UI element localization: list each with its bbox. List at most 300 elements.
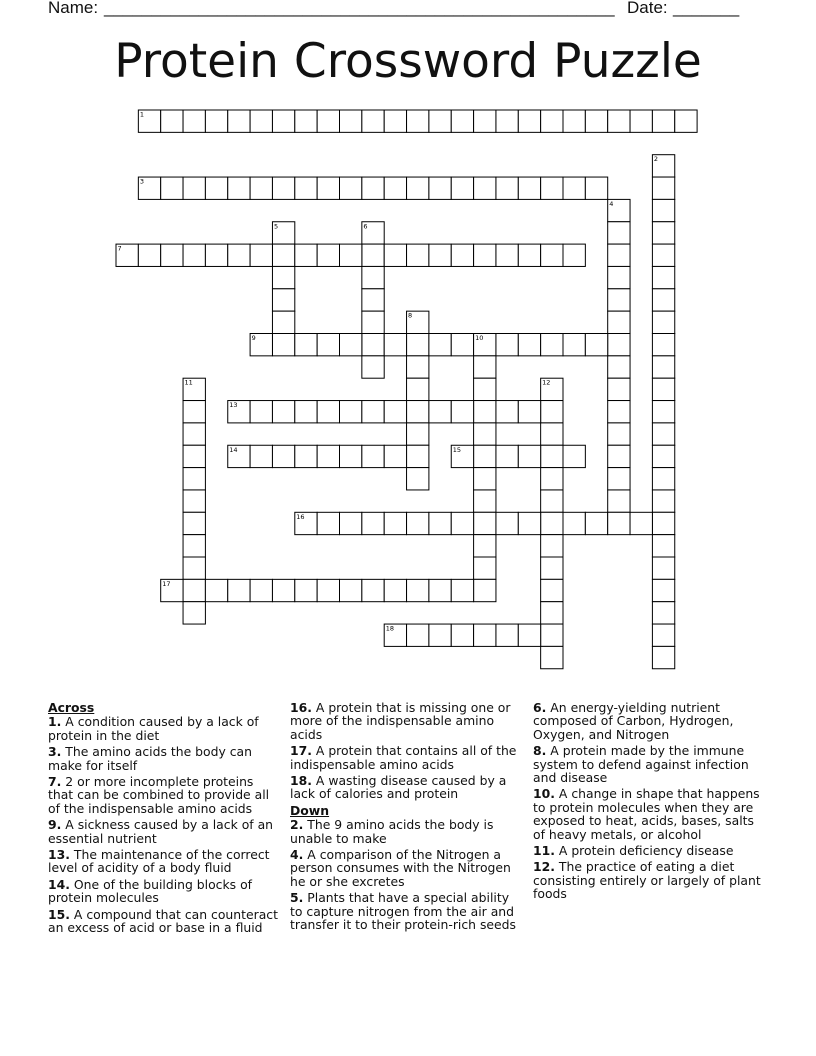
clue-number-label: 16	[296, 512, 305, 521]
grid-cell[interactable]	[541, 244, 563, 266]
grid-cell[interactable]	[608, 222, 630, 244]
grid-cell[interactable]	[474, 624, 496, 646]
grid-cell[interactable]	[652, 222, 674, 244]
grid-cell[interactable]	[652, 110, 674, 132]
clue-text: A wasting disease caused by a lack of calories and protein	[290, 773, 507, 802]
grid-cell[interactable]	[652, 266, 674, 288]
grid-cell[interactable]	[518, 177, 540, 199]
grid-cell[interactable]	[652, 311, 674, 333]
grid-cell[interactable]	[496, 244, 518, 266]
grid-cell[interactable]	[295, 579, 317, 601]
grid-cell[interactable]	[340, 110, 362, 132]
grid-cell[interactable]	[608, 289, 630, 311]
grid-cell[interactable]	[250, 401, 272, 423]
grid-cell[interactable]	[183, 378, 205, 400]
grid-cell[interactable]	[295, 177, 317, 199]
grid-cell[interactable]	[652, 244, 674, 266]
grid-cell[interactable]	[518, 110, 540, 132]
grid-cell[interactable]	[496, 110, 518, 132]
grid-cell[interactable]	[474, 468, 496, 490]
grid-cell[interactable]	[518, 244, 540, 266]
grid-cell[interactable]	[407, 512, 429, 534]
grid-cell[interactable]	[429, 244, 451, 266]
clue-item	[533, 701, 769, 741]
grid-cell[interactable]	[474, 512, 496, 534]
grid-cell[interactable]	[183, 110, 205, 132]
grid-cell[interactable]	[295, 244, 317, 266]
grid-cell[interactable]	[317, 334, 339, 356]
grid-cell[interactable]	[496, 334, 518, 356]
name-line[interactable]: ______________________________________________________	[104, 0, 615, 17]
grid-cell[interactable]	[407, 378, 429, 400]
clue-number: 13.	[48, 847, 70, 863]
grid-cell[interactable]	[407, 177, 429, 199]
grid-cell[interactable]	[474, 579, 496, 601]
grid-cell[interactable]	[384, 334, 406, 356]
grid-cell[interactable]	[496, 624, 518, 646]
grid-cell[interactable]	[407, 445, 429, 467]
grid-cell[interactable]	[608, 445, 630, 467]
clue-item	[533, 860, 769, 900]
grid-cell[interactable]	[541, 110, 563, 132]
grid-cell[interactable]	[317, 110, 339, 132]
clue-text: 2 or more incomplete proteins that can be combined to provide all of the indispensable amino acids	[48, 774, 270, 816]
grid-cell[interactable]	[474, 177, 496, 199]
grid-cell[interactable]	[384, 177, 406, 199]
grid-cell[interactable]	[541, 646, 563, 668]
grid-cell[interactable]	[183, 468, 205, 490]
clue-number: 6.	[533, 700, 547, 715]
clue-text: The amino acids the body can make for itself	[48, 744, 252, 773]
grid-cell[interactable]	[518, 401, 540, 423]
grid-cell[interactable]	[496, 177, 518, 199]
grid-cell[interactable]	[652, 423, 674, 445]
grid-cell[interactable]	[116, 244, 138, 266]
grid-cell[interactable]	[474, 378, 496, 400]
grid-cell[interactable]	[183, 244, 205, 266]
grid-cell[interactable]	[161, 579, 183, 601]
grid-cell[interactable]	[675, 110, 697, 132]
grid-cell[interactable]	[652, 490, 674, 512]
clue-number-label: 6	[363, 222, 368, 231]
grid-cell[interactable]	[317, 512, 339, 534]
clue-number-label: 4	[609, 199, 614, 208]
grid-cell[interactable]	[630, 512, 652, 534]
grid-cell[interactable]	[317, 244, 339, 266]
grid-cell[interactable]	[384, 445, 406, 467]
clue-item	[533, 844, 769, 857]
clue-number-label: 13	[229, 401, 238, 410]
grid-cell[interactable]	[295, 334, 317, 356]
grid-cell[interactable]	[384, 110, 406, 132]
grid-cell[interactable]	[429, 110, 451, 132]
grid-cell[interactable]	[429, 401, 451, 423]
grid-cell[interactable]	[652, 535, 674, 557]
grid-cell[interactable]	[407, 334, 429, 356]
grid-cell[interactable]	[563, 512, 585, 534]
grid-cell[interactable]	[541, 602, 563, 624]
grid-cell[interactable]	[451, 334, 473, 356]
grid-cell[interactable]	[272, 311, 294, 333]
clue-number: 3.	[48, 744, 62, 760]
grid-cell[interactable]	[563, 244, 585, 266]
grid-cell[interactable]	[474, 401, 496, 423]
grid-cell[interactable]	[161, 110, 183, 132]
grid-cell[interactable]	[161, 244, 183, 266]
down-heading: Down	[290, 802, 330, 818]
clue-number: 16.	[290, 700, 312, 715]
clue-item	[48, 745, 280, 772]
grid-cell[interactable]	[183, 177, 205, 199]
clue-item	[290, 891, 522, 931]
grid-cell[interactable]	[541, 177, 563, 199]
clue-number: 2.	[290, 817, 304, 833]
grid-cell[interactable]	[183, 401, 205, 423]
grid-cell[interactable]	[183, 490, 205, 512]
grid-cell[interactable]	[317, 445, 339, 467]
grid-cell[interactable]	[429, 512, 451, 534]
name-label: Name:	[48, 0, 99, 17]
clues-column-3	[533, 701, 769, 904]
grid-cell[interactable]	[652, 624, 674, 646]
grid-cell[interactable]	[608, 468, 630, 490]
grid-cell[interactable]	[250, 177, 272, 199]
grid-cell[interactable]	[384, 579, 406, 601]
grid-cell[interactable]	[541, 423, 563, 445]
grid-cell[interactable]	[138, 110, 160, 132]
grid-cell[interactable]	[272, 334, 294, 356]
grid-cell[interactable]	[250, 579, 272, 601]
grid-cell[interactable]	[474, 557, 496, 579]
grid-cell[interactable]	[272, 177, 294, 199]
grid-cell[interactable]	[295, 401, 317, 423]
grid-cell[interactable]	[340, 334, 362, 356]
grid-cell[interactable]	[362, 177, 384, 199]
grid-cell[interactable]	[652, 646, 674, 668]
grid-cell[interactable]	[407, 579, 429, 601]
grid-cell[interactable]	[272, 401, 294, 423]
grid-cell[interactable]	[228, 445, 250, 467]
grid-cell[interactable]	[250, 445, 272, 467]
grid-cell[interactable]	[541, 401, 563, 423]
grid-cell[interactable]	[518, 512, 540, 534]
grid-cell[interactable]	[340, 244, 362, 266]
grid-cell[interactable]	[138, 244, 160, 266]
grid-cell[interactable]	[407, 423, 429, 445]
grid-cell[interactable]	[608, 356, 630, 378]
grid-cell[interactable]	[161, 177, 183, 199]
grid-cell[interactable]	[228, 244, 250, 266]
grid-cell[interactable]	[474, 110, 496, 132]
clue-item	[48, 818, 280, 845]
grid-cell[interactable]	[407, 356, 429, 378]
grid-cell[interactable]	[407, 244, 429, 266]
grid-cell[interactable]	[474, 423, 496, 445]
grid-cell[interactable]	[608, 244, 630, 266]
grid-cell[interactable]	[451, 401, 473, 423]
across-heading: Across	[48, 700, 95, 715]
grid-cell[interactable]	[630, 110, 652, 132]
clue-number: 1.	[48, 714, 62, 730]
clue-number: 10.	[533, 786, 555, 802]
grid-cell[interactable]	[541, 445, 563, 467]
grid-cell[interactable]	[585, 177, 607, 199]
clue-text: Plants that have a special ability to capture nitrogen from the air and transfer it to their protein-rich seeds	[290, 890, 516, 933]
clue-number-label: 18	[385, 624, 394, 633]
grid-cell[interactable]	[652, 199, 674, 221]
grid-cell[interactable]	[272, 244, 294, 266]
grid-cell[interactable]	[429, 177, 451, 199]
grid-cell[interactable]	[652, 155, 674, 177]
clue-item	[533, 787, 769, 841]
clue-number: 11.	[533, 843, 555, 859]
grid-cell[interactable]	[451, 579, 473, 601]
clue-number-label: 15	[452, 445, 462, 454]
clue-number: 15.	[48, 906, 70, 922]
clue-text: A protein made by the immune system to defend against infection and disease	[533, 743, 749, 786]
grid-cell[interactable]	[518, 624, 540, 646]
clue-text: A sickness caused by a lack of an essential nutrient	[48, 817, 274, 846]
grid-cell[interactable]	[652, 445, 674, 467]
grid-cell[interactable]	[340, 401, 362, 423]
clue-item	[48, 908, 280, 935]
grid-cell[interactable]	[541, 579, 563, 601]
clue-number: 9.	[48, 817, 62, 833]
grid-cell[interactable]	[608, 512, 630, 534]
clue-number-label: 7	[117, 244, 122, 253]
grid-cell[interactable]	[205, 579, 227, 601]
grid-cell[interactable]	[407, 624, 429, 646]
grid-cell[interactable]	[183, 423, 205, 445]
grid-cell[interactable]	[407, 401, 429, 423]
grid-cell[interactable]	[585, 512, 607, 534]
grid-cell[interactable]	[228, 401, 250, 423]
clue-item	[290, 818, 522, 845]
grid-cell[interactable]	[183, 557, 205, 579]
grid-cell[interactable]	[496, 401, 518, 423]
clue-number: 4.	[290, 847, 304, 863]
grid-cell[interactable]	[362, 445, 384, 467]
grid-cell[interactable]	[652, 579, 674, 601]
grid-cell[interactable]	[384, 401, 406, 423]
grid-cell[interactable]	[652, 356, 674, 378]
grid-cell[interactable]	[585, 110, 607, 132]
grid-cell[interactable]	[652, 557, 674, 579]
grid-cell[interactable]	[474, 490, 496, 512]
grid-cell[interactable]	[608, 311, 630, 333]
clue-number-label: 5	[273, 222, 279, 231]
clue-item	[48, 848, 280, 875]
grid-cell[interactable]	[272, 266, 294, 288]
clue-number: 5.	[290, 890, 304, 906]
grid-cell[interactable]	[340, 445, 362, 467]
grid-cell[interactable]	[652, 512, 674, 534]
grid-cell[interactable]	[362, 579, 384, 601]
clue-text: The practice of eating a diet consisting entirely or largely of plant foods	[533, 859, 761, 902]
grid-cell[interactable]	[474, 356, 496, 378]
grid-cell[interactable]	[384, 244, 406, 266]
clue-number-label: 12	[542, 378, 551, 387]
grid-cell[interactable]	[563, 445, 585, 467]
grid-cell[interactable]	[608, 423, 630, 445]
grid-cell[interactable]	[183, 512, 205, 534]
clue-number: 14.	[48, 876, 70, 892]
grid-cell[interactable]	[407, 468, 429, 490]
grid-cell[interactable]	[608, 266, 630, 288]
date-label: Date:	[627, 0, 668, 17]
grid-cell[interactable]	[563, 334, 585, 356]
clue-item	[290, 744, 522, 771]
grid-cell[interactable]	[295, 512, 317, 534]
grid-cell[interactable]	[541, 334, 563, 356]
grid-cell[interactable]	[652, 378, 674, 400]
grid-cell[interactable]	[295, 110, 317, 132]
grid-cell[interactable]	[362, 311, 384, 333]
clue-number: 18.	[290, 773, 312, 789]
grid-cell[interactable]	[541, 624, 563, 646]
clue-item	[48, 878, 280, 905]
grid-cell[interactable]	[362, 244, 384, 266]
grid-cell[interactable]	[317, 177, 339, 199]
grid-cell[interactable]	[496, 512, 518, 534]
grid-cell[interactable]	[429, 334, 451, 356]
grid-cell[interactable]	[563, 177, 585, 199]
grid-cell[interactable]	[652, 177, 674, 199]
grid-cell[interactable]	[362, 512, 384, 534]
clue-text: One of the building blocks of protein molecules	[48, 876, 253, 906]
clue-number-label: 17	[162, 579, 171, 588]
grid-cell[interactable]	[362, 110, 384, 132]
grid-cell[interactable]	[295, 445, 317, 467]
clue-number: 17.	[290, 743, 312, 759]
grid-cell[interactable]	[272, 445, 294, 467]
clue-text: A change in shape that happens to protein molecules when they are exposed to heat, acids, bases, salts of heavy metals, or alcohol	[533, 786, 760, 842]
grid-cell[interactable]	[317, 401, 339, 423]
grid-cell[interactable]	[138, 177, 160, 199]
grid-cell[interactable]	[272, 222, 294, 244]
grid-cell[interactable]	[652, 602, 674, 624]
grid-cell[interactable]	[250, 334, 272, 356]
grid-cell[interactable]	[362, 289, 384, 311]
grid-cell[interactable]	[228, 579, 250, 601]
grid-cell[interactable]	[340, 177, 362, 199]
grid-cell[interactable]	[228, 110, 250, 132]
grid-cell[interactable]	[541, 490, 563, 512]
grid-cell[interactable]	[608, 401, 630, 423]
grid-cell[interactable]	[250, 110, 272, 132]
grid-cell[interactable]	[340, 512, 362, 534]
grid-cell[interactable]	[205, 244, 227, 266]
grid-cell[interactable]	[429, 579, 451, 601]
grid-cell[interactable]	[518, 445, 540, 467]
grid-cell[interactable]	[362, 401, 384, 423]
grid-cell[interactable]	[205, 110, 227, 132]
grid-cell[interactable]	[451, 445, 473, 467]
clue-number-label: 9	[251, 334, 256, 342]
grid-cell[interactable]	[608, 199, 630, 221]
grid-cell[interactable]	[474, 445, 496, 467]
grid-cell[interactable]	[407, 311, 429, 333]
grid-cell[interactable]	[541, 557, 563, 579]
clue-number: 7.	[48, 774, 62, 790]
clue-item	[290, 701, 522, 741]
grid-cell[interactable]	[652, 401, 674, 423]
grid-cell[interactable]	[183, 535, 205, 557]
grid-cell[interactable]	[608, 110, 630, 132]
grid-cell[interactable]	[362, 334, 384, 356]
grid-cell[interactable]	[496, 445, 518, 467]
grid-cell[interactable]	[451, 177, 473, 199]
grid-cell[interactable]	[563, 110, 585, 132]
grid-cell[interactable]	[608, 378, 630, 400]
grid-cell[interactable]	[183, 579, 205, 601]
clue-number-label: 14	[229, 445, 238, 454]
grid-cell[interactable]	[362, 356, 384, 378]
grid-cell[interactable]	[518, 334, 540, 356]
grid-cell[interactable]	[451, 512, 473, 534]
grid-cell[interactable]	[407, 110, 429, 132]
grid-cell[interactable]	[250, 244, 272, 266]
clue-item	[290, 848, 522, 888]
clue-number-label: 3	[139, 177, 144, 186]
grid-cell[interactable]	[362, 266, 384, 288]
clue-item	[290, 774, 522, 801]
grid-cell[interactable]	[205, 177, 227, 199]
grid-cell[interactable]	[228, 177, 250, 199]
grid-cell[interactable]	[541, 512, 563, 534]
grid-cell[interactable]	[474, 334, 496, 356]
clue-number-label: 1	[139, 110, 144, 119]
grid-cell[interactable]	[652, 334, 674, 356]
grid-cell[interactable]	[317, 579, 339, 601]
grid-cell[interactable]	[652, 289, 674, 311]
clue-text: A protein that contains all of the indispensable amino acids	[290, 743, 517, 772]
clue-text: A comparison of the Nitrogen a person consumes with the Nitrogen he or she excretes	[290, 847, 511, 889]
date-line[interactable]: _______	[673, 0, 740, 17]
grid-cell[interactable]	[183, 602, 205, 624]
grid-cell[interactable]	[608, 490, 630, 512]
header	[0, 0, 816, 22]
clue-number-label: 11	[184, 378, 193, 387]
clue-text: A condition caused by a lack of protein in the diet	[48, 714, 259, 743]
grid-cell[interactable]	[272, 289, 294, 311]
clue-text: A compound that can counteract an excess of acid or base in a fluid	[48, 906, 278, 936]
grid-cell[interactable]	[340, 579, 362, 601]
grid-cell[interactable]	[183, 445, 205, 467]
grid-cell[interactable]	[541, 378, 563, 400]
grid-cell[interactable]	[362, 222, 384, 244]
grid-cell[interactable]	[585, 334, 607, 356]
clues-column-2	[290, 701, 522, 935]
grid-cell[interactable]	[384, 624, 406, 646]
grid-cell[interactable]	[451, 244, 473, 266]
grid-cell[interactable]	[474, 244, 496, 266]
grid-cell[interactable]	[541, 535, 563, 557]
clue-item	[48, 775, 280, 815]
grid-cell[interactable]	[429, 624, 451, 646]
grid-cell[interactable]	[608, 334, 630, 356]
grid-cell[interactable]	[652, 468, 674, 490]
grid-cell[interactable]	[272, 579, 294, 601]
grid-cell[interactable]	[272, 110, 294, 132]
clues-column-1	[48, 701, 280, 938]
grid-cell[interactable]	[474, 535, 496, 557]
clue-text: A protein that is missing one or more of the indispensable amino acids	[290, 700, 511, 742]
grid-cell[interactable]	[451, 110, 473, 132]
grid-cell[interactable]	[541, 468, 563, 490]
grid-cell[interactable]	[451, 624, 473, 646]
grid-cell[interactable]	[384, 512, 406, 534]
